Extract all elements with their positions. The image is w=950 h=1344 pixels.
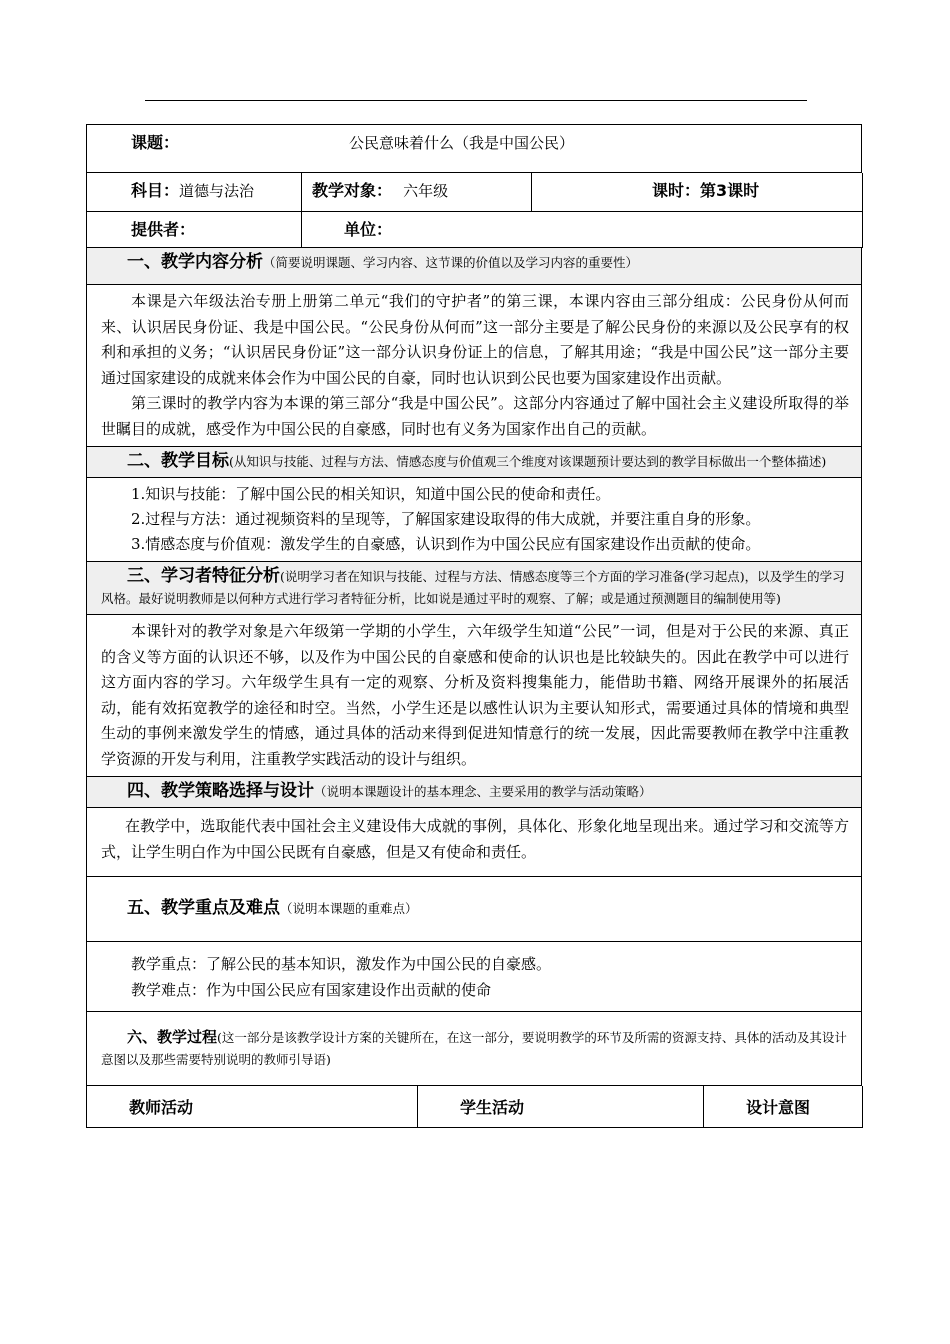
section-4-note: （说明本课题设计的基本理念、主要采用的教学与活动策略） (314, 784, 652, 799)
topic-label: 课题： (131, 133, 180, 152)
unit-cell (302, 212, 863, 248)
section-3-title: 三、学习者特征分析 (127, 566, 280, 586)
section-6-header (87, 1012, 862, 1086)
section-4-body (87, 808, 862, 877)
subject-cell (87, 173, 302, 211)
lesson-plan-form (86, 124, 862, 1128)
section-3-body (87, 615, 862, 777)
provider-table (86, 212, 863, 249)
section-3-header (87, 562, 862, 615)
header-rule (145, 100, 807, 101)
section-4-header (87, 777, 862, 808)
topic-value: 公民意味着什么（我是中国公民） (349, 134, 575, 152)
column-header-teacher: 教师活动 (87, 1086, 418, 1127)
provider-label: 提供者： (131, 219, 196, 239)
section-5-header (87, 877, 862, 942)
section-2-title: 二、教学目标 (127, 451, 229, 471)
audience-value: 六年级 (403, 182, 449, 200)
section-1-paragraph: 本课是六年级法治专册上册第二单元“我们的守护者”的第三课，本课内容由三部分组成：公民身份从何而来、认识居民身份证、我是中国公民。“公民身份从何而”这一部分主要是了解公民身份的来源以及公民享有的权利和承担的义务；“认识居民身份证”这一部分认识身份证上的信息，了解其用途；“我是中国公民”这一部分主要通过国家建设的成就来体会作为中国公民的自豪，同时也认识到公民也要为国家建设作出贡献。 (101, 292, 849, 387)
difficulty: 教学难点：作为中国公民应有国家建设作出贡献的使命 (131, 980, 492, 999)
objective-item: 1.知识与技能：了解中国公民的相关知识，知道中国公民的使命和责任。 (131, 485, 611, 503)
section-3-note: (说明学习者在知识与技能、过程与方法、情感态度等三个方面的学习准备(学习起点)，以及学生的学习风格。最好说明教师是以何种方式进行学习者特征分析，比如说是通过平时的观察、了解；或是通过预测题目的编制使用等) (101, 569, 845, 606)
section-4-title: 四、教学策略选择与设计 (127, 781, 314, 801)
subject-value: 道德与法治 (179, 182, 255, 200)
audience-label: 教学对象： (312, 181, 393, 200)
column-header-intent: 设计意图 (704, 1086, 863, 1127)
section-6-title: 六、教学过程 (127, 1028, 218, 1046)
section-5-body (87, 942, 862, 1012)
period-value: 第3课时 (700, 181, 760, 200)
section-1-paragraph: 第三课时的教学内容为本课的第三部分“我是中国公民”。这部分内容通过了解中国社会主义建设所取得的举世瞩目的成就，感受作为中国公民的自豪感，同时也有义务为国家作出自己的贡献。 (101, 394, 849, 438)
section-2-body (87, 478, 862, 562)
section-5-title: 五、教学重点及难点 (127, 898, 280, 918)
content-table (86, 248, 862, 1086)
process-table (86, 1086, 863, 1128)
section-1-note: （简要说明课题、学习内容、这节课的价值以及学习内容的重要性） (263, 255, 639, 270)
title-table (86, 124, 862, 173)
objective-item: 3.情感态度与价值观：激发学生的自豪感，认识到作为中国公民应有国家建设作出贡献的使命。 (131, 535, 761, 553)
info-table (86, 173, 863, 212)
section-3-paragraph: 本课针对的教学对象是六年级第一学期的小学生，六年级学生知道“公民”一词，但是对于公民的来源、真正的含义等方面的认识还不够，以及作为中国公民的自豪感和使命的认识也是比较缺失的。因此在教学中可以进行这方面内容的学习。六年级学生具有一定的观察、分析及资料搜集能力，能借助书籍、网络开展课外的拓展活动，能有效拓宽教学的途径和时空。当然，小学生还是以感性认识为主要认知形式，需要通过具体的情境和典型生动的事例来激发学生的情感，通过具体的活动来得到促进知情意行的统一发展，因此需要教师在教学中注重教学资源的开发与利用，注重教学实践活动的设计与组织。 (101, 622, 849, 768)
provider-cell (87, 212, 302, 248)
key-point: 教学重点：了解公民的基本知识，激发作为中国公民的自豪感。 (131, 955, 552, 973)
period-cell (532, 173, 863, 211)
column-header-student: 学生活动 (418, 1086, 704, 1127)
section-1-header (87, 248, 862, 285)
section-5-note: （说明本课题的重难点） (280, 901, 418, 916)
topic-cell (87, 125, 862, 173)
section-4-paragraph: 在教学中，选取能代表中国社会主义建设伟大成就的事例，具体化、形象化地呈现出来。通过学习和交流等方式，让学生明白作为中国公民既有自豪感，但是又有使命和责任。 (101, 817, 849, 861)
section-6-note: (这一部分是该教学设计方案的关键所在，在这一部分，要说明教学的环节及所需的资源支持、具体的活动及其设计意图以及那些需要特别说明的教师引导语) (101, 1030, 847, 1067)
section-1-title: 一、教学内容分析 (127, 252, 263, 272)
section-2-header (87, 447, 862, 478)
subject-label: 科目： (131, 181, 180, 200)
objective-item: 2.过程与方法：通过视频资料的呈现等，了解国家建设取得的伟大成就，并要注重自身的形象。 (131, 510, 761, 528)
unit-label: 单位： (344, 219, 393, 239)
audience-cell (302, 173, 532, 211)
section-1-body (87, 285, 862, 447)
section-2-note: (从知识与技能、过程与方法、情感态度与价值观三个维度对该课题预计要达到的教学目标做出一个整体描述) (229, 454, 827, 469)
period-label: 课时： (652, 181, 701, 200)
